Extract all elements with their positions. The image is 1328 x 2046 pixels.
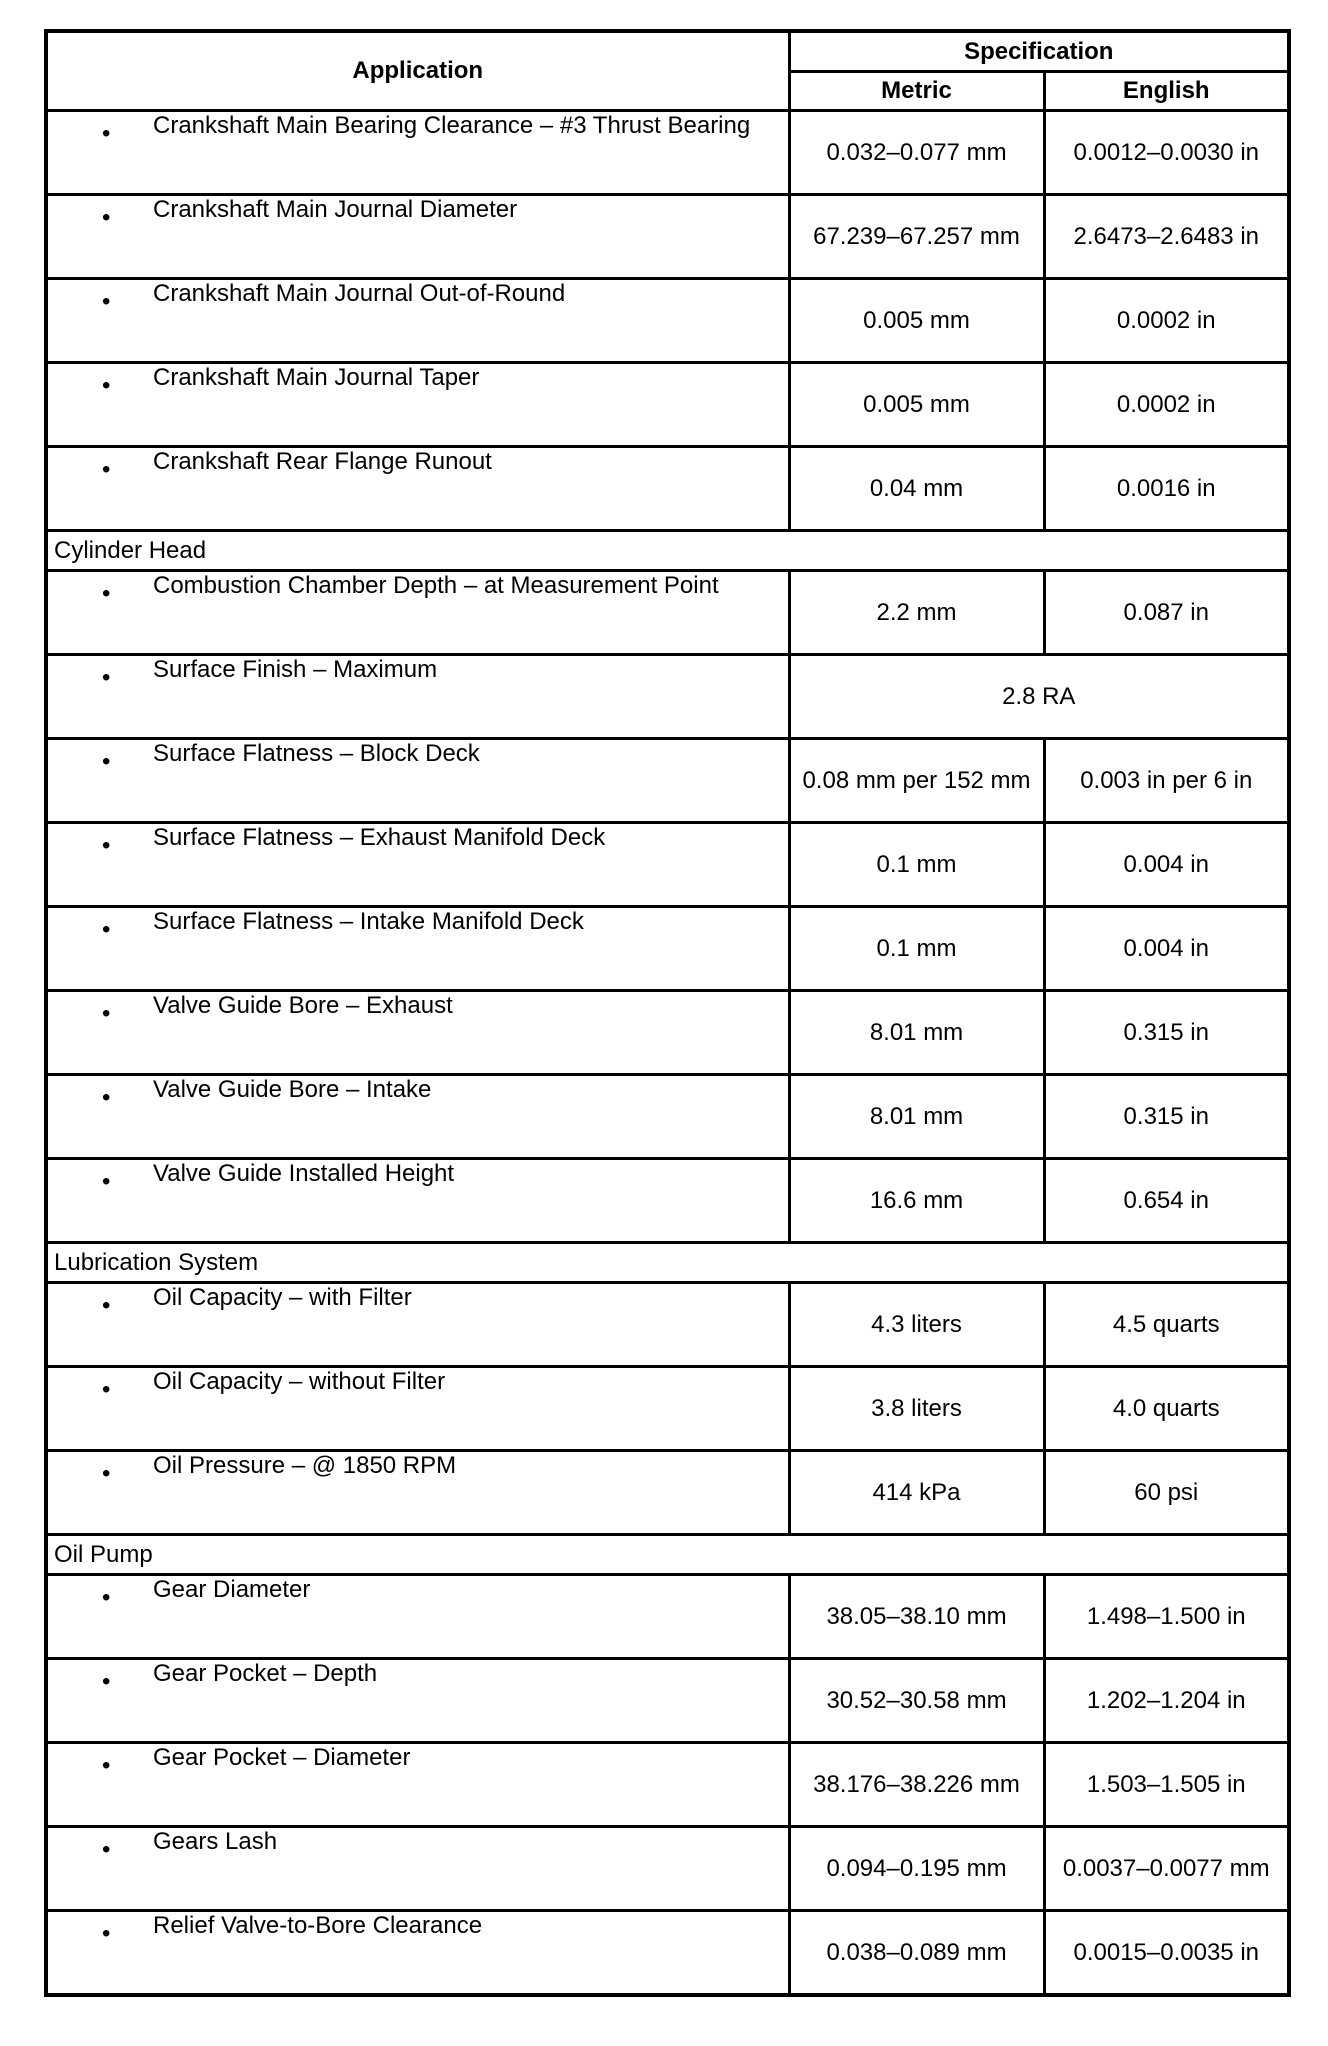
english-value: 0.087 in [1044,571,1289,655]
application-label: Oil Capacity – without Filter [153,1368,446,1395]
table-row [46,1451,1289,1535]
application-cell [46,1159,789,1243]
metric-value: 8.01 mm [789,991,1044,1075]
application-label: Oil Pressure – @ 1850 RPM [153,1452,457,1479]
application-label: Gears Lash [153,1828,278,1855]
english-header: English [1044,72,1289,111]
application-label: Combustion Chamber Depth – at Measurement Point [153,572,719,599]
metric-value: 38.176–38.226 mm [789,1743,1044,1827]
section-row [46,531,1289,571]
metric-value: 38.05–38.10 mm [789,1575,1044,1659]
metric-value: 0.005 mm [789,363,1044,447]
specification-table [44,29,1291,1997]
metric-value: 0.005 mm [789,279,1044,363]
table-row [46,195,1289,279]
english-value: 0.654 in [1044,1159,1289,1243]
application-cell [46,1659,789,1743]
bullet-icon: • [102,1084,111,1111]
metric-value: 0.038–0.089 mm [789,1911,1044,1996]
bullet-icon: • [102,748,111,775]
metric-value: 67.239–67.257 mm [789,195,1044,279]
table-row [46,823,1289,907]
table-row [46,1575,1289,1659]
application-cell [46,1743,789,1827]
bullet-icon: • [102,120,111,147]
application-cell [46,279,789,363]
english-value: 0.0016 in [1044,447,1289,531]
metric-value: 2.2 mm [789,571,1044,655]
table-row [46,447,1289,531]
metric-value: 0.1 mm [789,823,1044,907]
bullet-icon: • [102,1376,111,1403]
table-row [46,1743,1289,1827]
table-row [46,1283,1289,1367]
bullet-icon: • [102,1668,111,1695]
application-cell [46,655,789,739]
application-cell [46,195,789,279]
bullet-icon: • [102,664,111,691]
application-label: Gear Pocket – Diameter [153,1744,411,1771]
bullet-icon: • [102,456,111,483]
application-label: Crankshaft Main Journal Taper [153,364,480,391]
metric-header: Metric [789,72,1044,111]
english-value: 0.004 in [1044,907,1289,991]
application-label: Surface Flatness – Intake Manifold Deck [153,908,584,935]
application-cell [46,739,789,823]
english-value: 60 psi [1044,1451,1289,1535]
english-value: 0.0002 in [1044,279,1289,363]
bullet-icon: • [102,288,111,315]
application-label: Relief Valve-to-Bore Clearance [153,1912,483,1939]
section-title: Cylinder Head [46,531,1289,571]
english-value: 0.0015–0.0035 in [1044,1911,1289,1996]
table-row [46,1367,1289,1451]
english-value: 1.202–1.204 in [1044,1659,1289,1743]
bullet-icon: • [102,372,111,399]
metric-value: 4.3 liters [789,1283,1044,1367]
application-label: Gear Diameter [153,1576,311,1603]
english-value: 4.5 quarts [1044,1283,1289,1367]
metric-value: 0.094–0.195 mm [789,1827,1044,1911]
table-row [46,1159,1289,1243]
metric-value: 30.52–30.58 mm [789,1659,1044,1743]
specification-header: Specification [789,31,1289,72]
english-value: 0.003 in per 6 in [1044,739,1289,823]
metric-value: 414 kPa [789,1451,1044,1535]
english-value: 0.315 in [1044,1075,1289,1159]
metric-value: 0.032–0.077 mm [789,111,1044,195]
english-value: 0.0012–0.0030 in [1044,111,1289,195]
application-label: Crankshaft Main Bearing Clearance – #3 Thrust Bearing [153,112,751,139]
bullet-icon: • [102,916,111,943]
application-cell [46,111,789,195]
bullet-icon: • [102,1460,111,1487]
table-row [46,111,1289,195]
metric-value: 0.1 mm [789,907,1044,991]
application-label: Crankshaft Main Journal Out-of-Round [153,280,566,307]
application-label: Surface Finish – Maximum [153,656,438,683]
metric-value: 8.01 mm [789,1075,1044,1159]
application-cell [46,1911,789,1996]
table-row [46,1911,1289,1996]
table-row [46,907,1289,991]
section-title: Oil Pump [46,1535,1289,1575]
table-row [46,739,1289,823]
application-label: Oil Capacity – with Filter [153,1284,412,1311]
bullet-icon: • [102,1920,111,1947]
application-label: Surface Flatness – Exhaust Manifold Deck [153,824,606,851]
application-cell [46,907,789,991]
application-cell [46,1283,789,1367]
english-value: 4.0 quarts [1044,1367,1289,1451]
section-row [46,1243,1289,1283]
metric-value: 16.6 mm [789,1159,1044,1243]
application-cell [46,447,789,531]
section-row [46,1535,1289,1575]
application-label: Valve Guide Bore – Intake [153,1076,432,1103]
bullet-icon: • [102,1752,111,1779]
section-title: Lubrication System [46,1243,1289,1283]
table-header [46,31,1289,111]
application-label: Crankshaft Rear Flange Runout [153,448,492,475]
table-row [46,655,1289,739]
english-value: 1.503–1.505 in [1044,1743,1289,1827]
application-cell [46,1575,789,1659]
table-row [46,1827,1289,1911]
application-cell [46,1075,789,1159]
application-cell [46,991,789,1075]
bullet-icon: • [102,1292,111,1319]
application-cell [46,1827,789,1911]
combined-value: 2.8 RA [789,655,1289,739]
table-row [46,571,1289,655]
table-row [46,991,1289,1075]
english-value: 0.315 in [1044,991,1289,1075]
application-label: Valve Guide Installed Height [153,1160,455,1187]
bullet-icon: • [102,832,111,859]
table-row [46,1075,1289,1159]
application-cell [46,823,789,907]
bullet-icon: • [102,1000,111,1027]
application-label: Surface Flatness – Block Deck [153,740,480,767]
english-value: 0.0002 in [1044,363,1289,447]
table-row [46,279,1289,363]
application-label: Crankshaft Main Journal Diameter [153,196,518,223]
bullet-icon: • [102,580,111,607]
english-value: 0.0037–0.0077 mm [1044,1827,1289,1911]
application-cell [46,1451,789,1535]
english-value: 0.004 in [1044,823,1289,907]
bullet-icon: • [102,204,111,231]
metric-value: 3.8 liters [789,1367,1044,1451]
application-header: Application [46,31,789,111]
application-label: Valve Guide Bore – Exhaust [153,992,453,1019]
table-row [46,363,1289,447]
application-cell [46,571,789,655]
application-cell [46,363,789,447]
bullet-icon: • [102,1584,111,1611]
bullet-icon: • [102,1836,111,1863]
table-body [46,111,1289,1996]
english-value: 1.498–1.500 in [1044,1575,1289,1659]
table-row [46,1659,1289,1743]
english-value: 2.6473–2.6483 in [1044,195,1289,279]
application-label: Gear Pocket – Depth [153,1660,378,1687]
bullet-icon: • [102,1168,111,1195]
metric-value: 0.04 mm [789,447,1044,531]
metric-value: 0.08 mm per 152 mm [789,739,1044,823]
application-cell [46,1367,789,1451]
